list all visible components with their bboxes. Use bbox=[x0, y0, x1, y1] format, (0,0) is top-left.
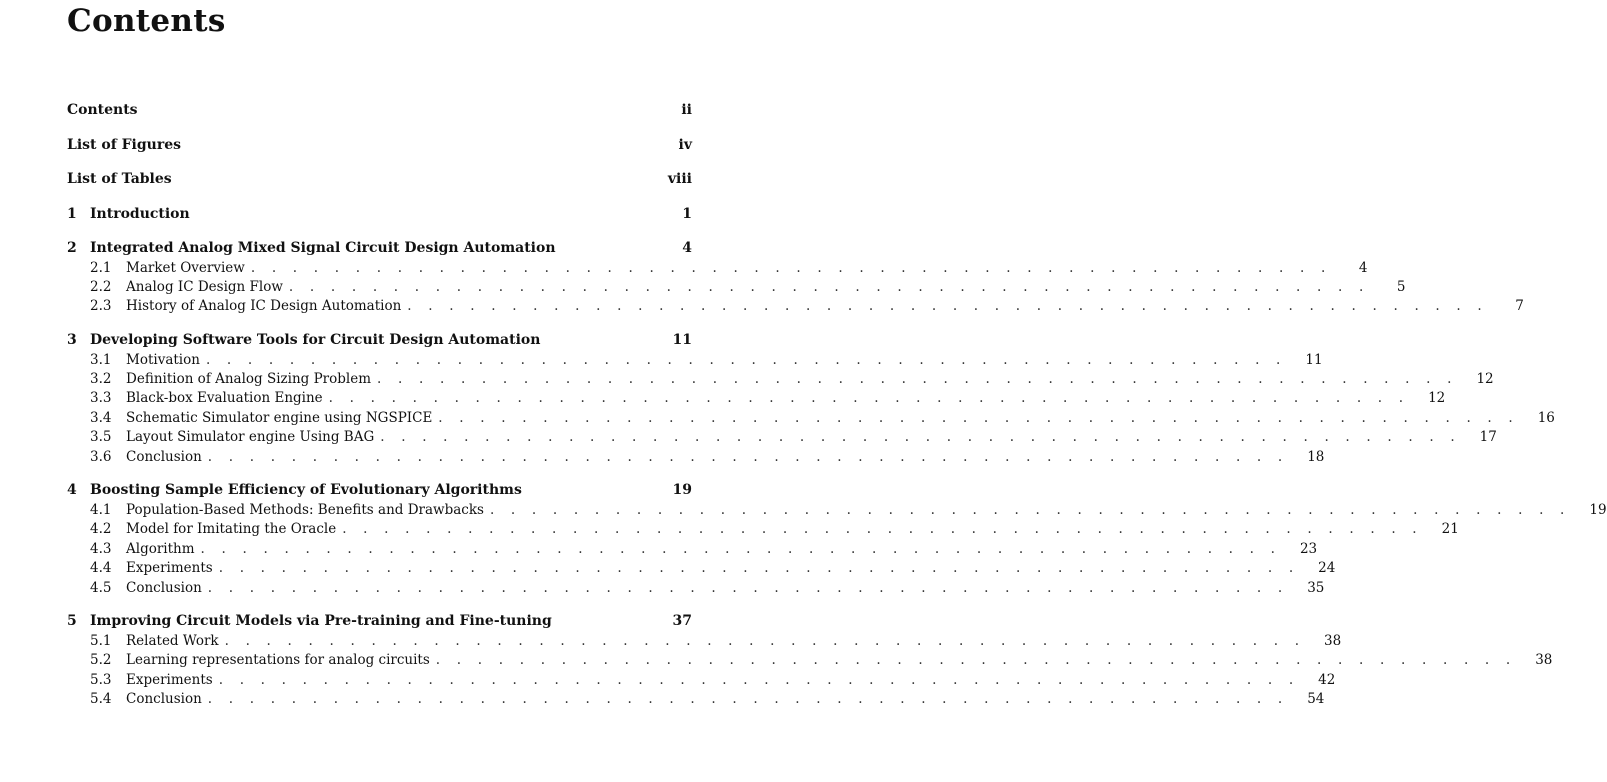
chapter-number: 3 bbox=[67, 331, 77, 348]
dot-leader: . . . . . . . . . . . . . . . . . . . . . . . . . . . . . . . . . . . . . . . . . . . . . . . . . . . . bbox=[207, 579, 1289, 596]
chapter-title: Improving Circuit Models via Pre-training and Fine-tuning bbox=[90, 612, 552, 629]
dot-leader: . . . . . . . . . . . . . . . . . . . . . . . . . . . . . . . . . . . . . . . . . . . . . . . . . . . . bbox=[328, 390, 1410, 407]
section-page: 35 bbox=[1307, 579, 1325, 596]
section-entry[interactable] bbox=[67, 409, 1555, 429]
section-page: 42 bbox=[1318, 671, 1336, 688]
section-title: Analog IC Design Flow bbox=[126, 278, 283, 295]
section-title: Model for Imitating the Oracle bbox=[126, 521, 337, 538]
section-entry[interactable] bbox=[67, 259, 1368, 279]
dot-leader: . . . . . . . . . . . . . . . . . . . . . . . . . . . . . . . . . . . . . . . . . . . . . . . . . . . . bbox=[218, 560, 1300, 577]
section-number: 4.5 bbox=[90, 579, 112, 596]
chapter-heading[interactable] bbox=[67, 206, 692, 226]
dot-leader: . . . . . . . . . . . . . . . . . . . . . . . . . . . . . . . . . . . . . . . . . . . . . . . . . . . . bbox=[377, 371, 1458, 388]
chapter-page: 4 bbox=[682, 239, 692, 256]
chapter-number: 1 bbox=[67, 205, 77, 222]
dot-leader: . . . . . . . . . . . . . . . . . . . . . . . . . . . . . . . . . . . . . . . . . . . . . . . . . . . . bbox=[380, 429, 1461, 446]
section-title: Population-Based Methods: Benefits and Drawbacks bbox=[126, 502, 484, 519]
section-title: Related Work bbox=[126, 632, 219, 649]
section-number: 5.2 bbox=[90, 652, 112, 669]
section-page: 18 bbox=[1307, 448, 1325, 465]
section-entry[interactable] bbox=[67, 579, 1325, 599]
section-number: 3.3 bbox=[90, 390, 112, 407]
section-page: 11 bbox=[1305, 351, 1323, 368]
chapter-title: Boosting Sample Efficiency of Evolutionary Algorithms bbox=[90, 482, 522, 499]
section-page: 54 bbox=[1307, 691, 1325, 708]
toc-entry-list-of-figures[interactable] bbox=[67, 137, 692, 161]
toc-entry-contents[interactable] bbox=[67, 102, 692, 126]
section-title: Experiments bbox=[126, 560, 213, 577]
chapter-heading[interactable] bbox=[67, 240, 692, 260]
chapter-4 bbox=[67, 482, 1607, 599]
dot-leader: . . . . . . . . . . . . . . . . . . . . . . . . . . . . . . . . . . . . . . . . . . . . . . . . . . . . bbox=[218, 671, 1300, 688]
chapter-title: Introduction bbox=[90, 205, 190, 222]
section-page: 12 bbox=[1476, 371, 1494, 388]
section-page: 17 bbox=[1479, 429, 1497, 446]
chapter-title: Developing Software Tools for Circuit Design Automation bbox=[90, 331, 541, 348]
dot-leader: . . . . . . . . . . . . . . . . . . . . . . . . . . . . . . . . . . . . . . . . . . . . . . . . . . . . bbox=[200, 540, 1282, 557]
section-entry[interactable] bbox=[67, 351, 1323, 371]
dot-leader: . . . . . . . . . . . . . . . . . . . . . . . . . . . . . . . . . . . . . . . . . . . . . . . . . . . . bbox=[407, 298, 1488, 315]
section-title: Black-box Evaluation Engine bbox=[126, 390, 323, 407]
section-entry[interactable] bbox=[67, 521, 1459, 540]
chapter-number: 5 bbox=[67, 612, 77, 629]
section-title: Schematic Simulator engine using NGSPICE bbox=[126, 409, 433, 426]
section-entry[interactable] bbox=[67, 298, 1524, 317]
dot-leader: . . . . . . . . . . . . . . . . . . . . . . . . . . . . . . . . . . . . . . . . . . . . . . . . . . . . bbox=[250, 259, 1332, 276]
section-entry[interactable] bbox=[67, 652, 1553, 671]
toc-entry-title: List of Figures bbox=[67, 136, 182, 153]
chapter-number: 2 bbox=[67, 239, 77, 256]
section-entry[interactable] bbox=[67, 632, 1342, 652]
section-title: Conclusion bbox=[126, 691, 202, 708]
section-title: Conclusion bbox=[126, 448, 202, 465]
dot-leader: . . . . . . . . . . . . . . . . . . . . . . . . . . . . . . . . . . . . . . . . . . . . . . . . . . . . bbox=[207, 691, 1289, 708]
toc-entry-title: Contents bbox=[67, 102, 138, 118]
dot-leader: . . . . . . . . . . . . . . . . . . . . . . . . . . . . . . . . . . . . . . . . . . . . . . . . . . . . bbox=[205, 351, 1287, 368]
section-page: 16 bbox=[1537, 409, 1555, 426]
section-page: 23 bbox=[1299, 540, 1318, 557]
section-title: Market Overview bbox=[126, 259, 245, 276]
section-number: 4.2 bbox=[90, 521, 112, 538]
toc-entry-page: viii bbox=[667, 171, 692, 187]
section-title: Learning representations for analog circuits bbox=[126, 652, 430, 669]
section-page: 12 bbox=[1428, 390, 1446, 407]
section-number: 4.1 bbox=[90, 502, 112, 519]
section-page: 7 bbox=[1515, 298, 1524, 315]
section-number: 2.2 bbox=[90, 278, 112, 295]
section-entry[interactable] bbox=[67, 278, 1406, 298]
section-entry[interactable] bbox=[67, 671, 1336, 691]
section-number: 3.6 bbox=[90, 448, 112, 465]
section-title: History of Analog IC Design Automation bbox=[126, 298, 402, 315]
toc-entry-page: iv bbox=[678, 136, 692, 153]
section-number: 4.4 bbox=[90, 560, 112, 577]
section-page: 24 bbox=[1318, 560, 1336, 577]
section-page: 19 bbox=[1589, 502, 1607, 519]
section-page: 38 bbox=[1535, 652, 1553, 669]
section-title: Motivation bbox=[126, 351, 200, 368]
section-page: 4 bbox=[1358, 259, 1368, 276]
section-number: 2.3 bbox=[90, 298, 112, 315]
chapter-3 bbox=[67, 331, 1555, 468]
dot-leader: . . . . . . . . . . . . . . . . . . . . . . . . . . . . . . . . . . . . . . . . . . . . . . . . . . . . bbox=[207, 448, 1289, 465]
chapter-number: 4 bbox=[67, 482, 77, 499]
section-number: 3.5 bbox=[90, 429, 112, 446]
section-entry[interactable] bbox=[67, 371, 1494, 390]
dot-leader: . . . . . . . . . . . . . . . . . . . . . . . . . . . . . . . . . . . . . . . . . . . . . . . . . . . . bbox=[438, 409, 1519, 426]
section-title: Algorithm bbox=[126, 540, 195, 557]
dot-leader: . . . . . . . . . . . . . . . . . . . . . . . . . . . . . . . . . . . . . . . . . . . . . . . . . . . . bbox=[489, 502, 1571, 519]
section-number: 5.4 bbox=[90, 691, 112, 708]
section-number: 4.3 bbox=[90, 540, 112, 557]
chapter-page: 11 bbox=[672, 331, 692, 348]
section-entry[interactable] bbox=[67, 429, 1497, 448]
chapter-heading[interactable] bbox=[67, 482, 692, 502]
section-title: Layout Simulator engine Using BAG bbox=[126, 429, 375, 446]
section-page: 38 bbox=[1324, 632, 1342, 649]
section-title: Definition of Analog Sizing Problem bbox=[126, 371, 372, 388]
section-entry[interactable] bbox=[67, 448, 1325, 468]
section-title: Experiments bbox=[126, 671, 213, 688]
toc-entry-page: ii bbox=[681, 102, 692, 118]
dot-leader: . . . . . . . . . . . . . . . . . . . . . . . . . . . . . . . . . . . . . . . . . . . . . . . . . . . . bbox=[224, 632, 1306, 649]
chapter-page: 1 bbox=[682, 205, 692, 222]
dot-leader: . . . . . . . . . . . . . . . . . . . . . . . . . . . . . . . . . . . . . . . . . . . . . . . . . . . . bbox=[435, 652, 1517, 669]
table-of-contents bbox=[67, 102, 1607, 725]
toc-entry-title: List of Tables bbox=[67, 171, 172, 187]
chapter-title: Integrated Analog Mixed Signal Circuit Design Automation bbox=[90, 239, 556, 256]
section-page: 5 bbox=[1396, 278, 1406, 295]
section-number: 2.1 bbox=[90, 259, 112, 276]
page-title: Contents bbox=[67, 3, 226, 39]
section-title: Conclusion bbox=[126, 579, 202, 596]
dot-leader: . . . . . . . . . . . . . . . . . . . . . . . . . . . . . . . . . . . . . . . . . . . . . . . . . . . . bbox=[342, 521, 1423, 538]
chapter-1 bbox=[67, 206, 692, 226]
section-entry[interactable] bbox=[67, 502, 1607, 521]
section-entry[interactable] bbox=[67, 691, 1325, 710]
toc-entry-list-of-tables[interactable] bbox=[67, 171, 692, 195]
section-number: 5.3 bbox=[90, 671, 112, 688]
chapter-5 bbox=[67, 612, 1553, 711]
dot-leader: . . . . . . . . . . . . . . . . . . . . . . . . . . . . . . . . . . . . . . . . . . . . . . . . . . . . bbox=[288, 278, 1370, 295]
chapter-heading[interactable] bbox=[67, 332, 692, 352]
section-number: 5.1 bbox=[90, 632, 112, 649]
section-entry[interactable] bbox=[67, 560, 1336, 579]
section-entry[interactable] bbox=[67, 390, 1446, 409]
section-number: 3.4 bbox=[90, 409, 112, 426]
section-entry[interactable] bbox=[67, 540, 1318, 560]
section-number: 3.2 bbox=[90, 371, 112, 388]
section-number: 3.1 bbox=[90, 351, 112, 368]
chapter-page: 37 bbox=[672, 612, 692, 629]
section-page: 21 bbox=[1441, 521, 1459, 538]
chapter-heading[interactable] bbox=[67, 613, 692, 633]
chapter-2 bbox=[67, 239, 1524, 318]
chapter-page: 19 bbox=[672, 482, 692, 499]
